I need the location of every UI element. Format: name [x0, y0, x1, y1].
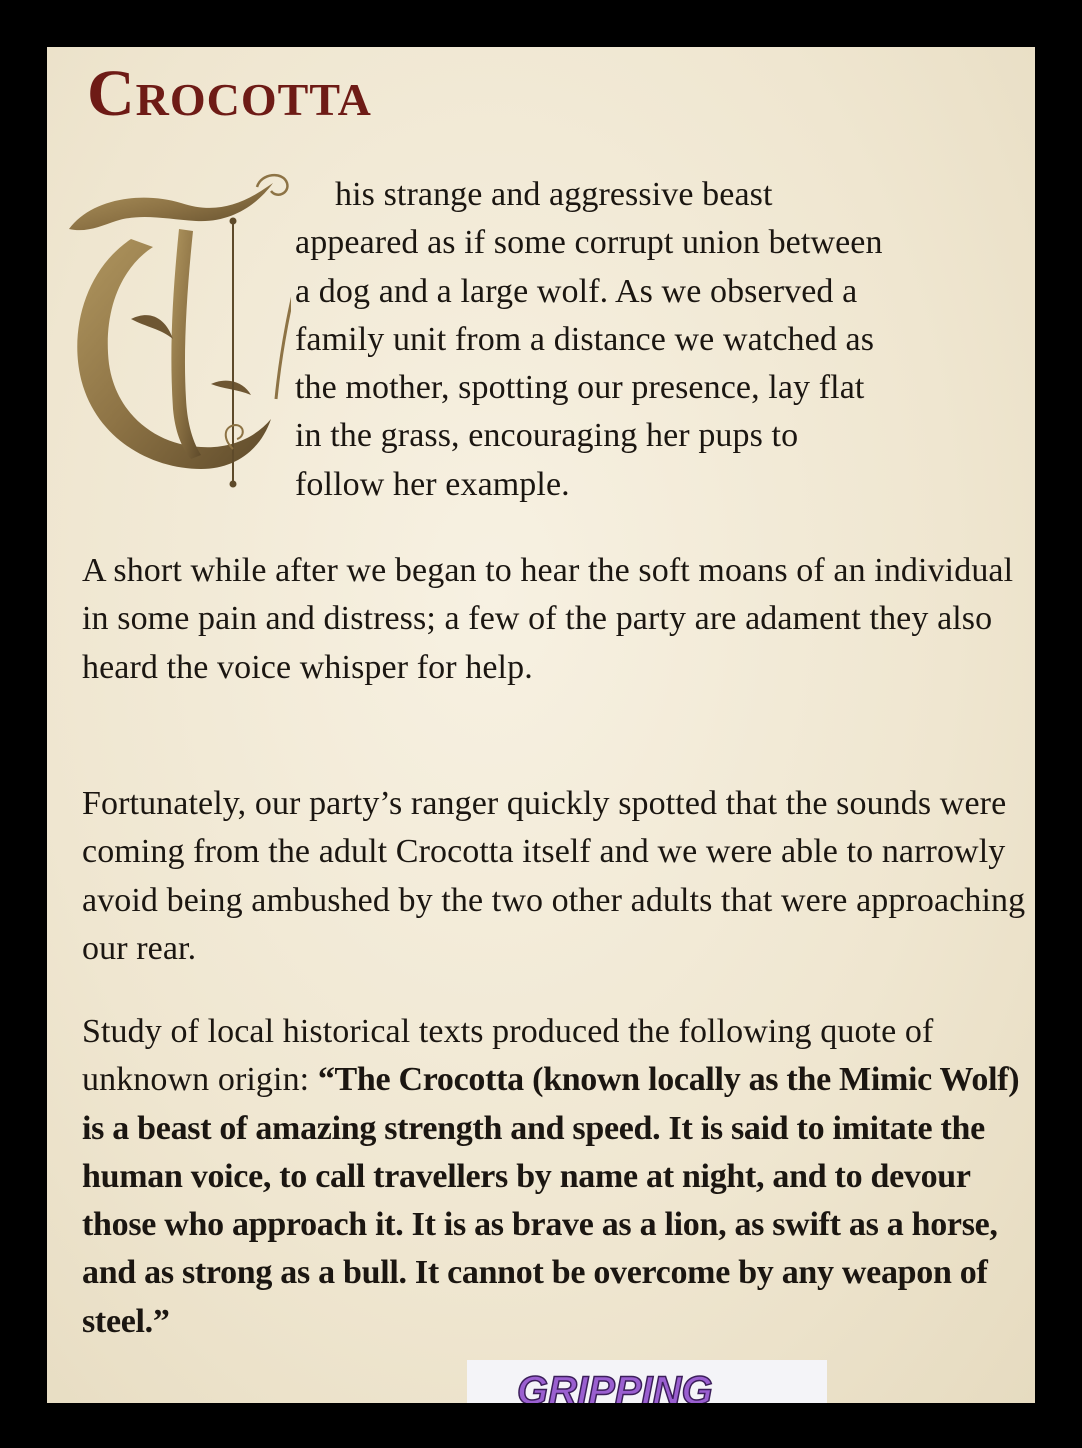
parchment-page	[47, 47, 1035, 1403]
intro-line: appeared as if some corrupt union between	[295, 224, 883, 262]
watermark-text: GRIPPING	[517, 1369, 713, 1403]
quote-intro: Study of local historical texts produced the following quote of unknown origin:	[82, 1013, 934, 1099]
intro-line: his strange and aggressive beast	[335, 176, 773, 213]
page-title: Crocotta	[87, 57, 372, 130]
paragraph-ranger: Fortunately, our party’s ranger quickly spotted that the sounds were coming from the adult Crocotta itself and we were able to narrowly avoid being ambushed by the two other adults that were approaching our rear.	[82, 785, 1026, 967]
intro-line: the mother, spotting our presence, lay flat	[295, 369, 865, 407]
paragraph-moans: A short while after we began to hear the soft moans of an individual in some pain and distress; a few of the party are adament they also heard the voice whisper for help.	[82, 552, 1014, 686]
paragraph-intro	[295, 171, 1035, 509]
drop-cap-t	[61, 169, 291, 499]
intro-line: family unit from a distance we watched as	[295, 320, 875, 358]
watermark-logo	[467, 1360, 827, 1403]
drop-cap-letter-icon	[61, 169, 291, 499]
intro-line: a dog and a large wolf. As we observed a	[295, 272, 858, 310]
paragraph-historical-quote	[82, 1008, 1027, 1346]
quote-text: “The Crocotta (known locally as the Mimic Wolf) is a beast of amazing strength and speed. It is said to imitate the human voice, to call travellers by name at night, and to devour those who approach it. It is as brave as a lion, as swift as a horse, and as strong as a bull. It cannot be overcome by any weapon of steel.”	[82, 1061, 1020, 1340]
watermark-logo-icon	[467, 1360, 827, 1403]
intro-line: follow her example.	[295, 465, 570, 503]
intro-line: in the grass, encouraging her pups to	[295, 417, 799, 455]
